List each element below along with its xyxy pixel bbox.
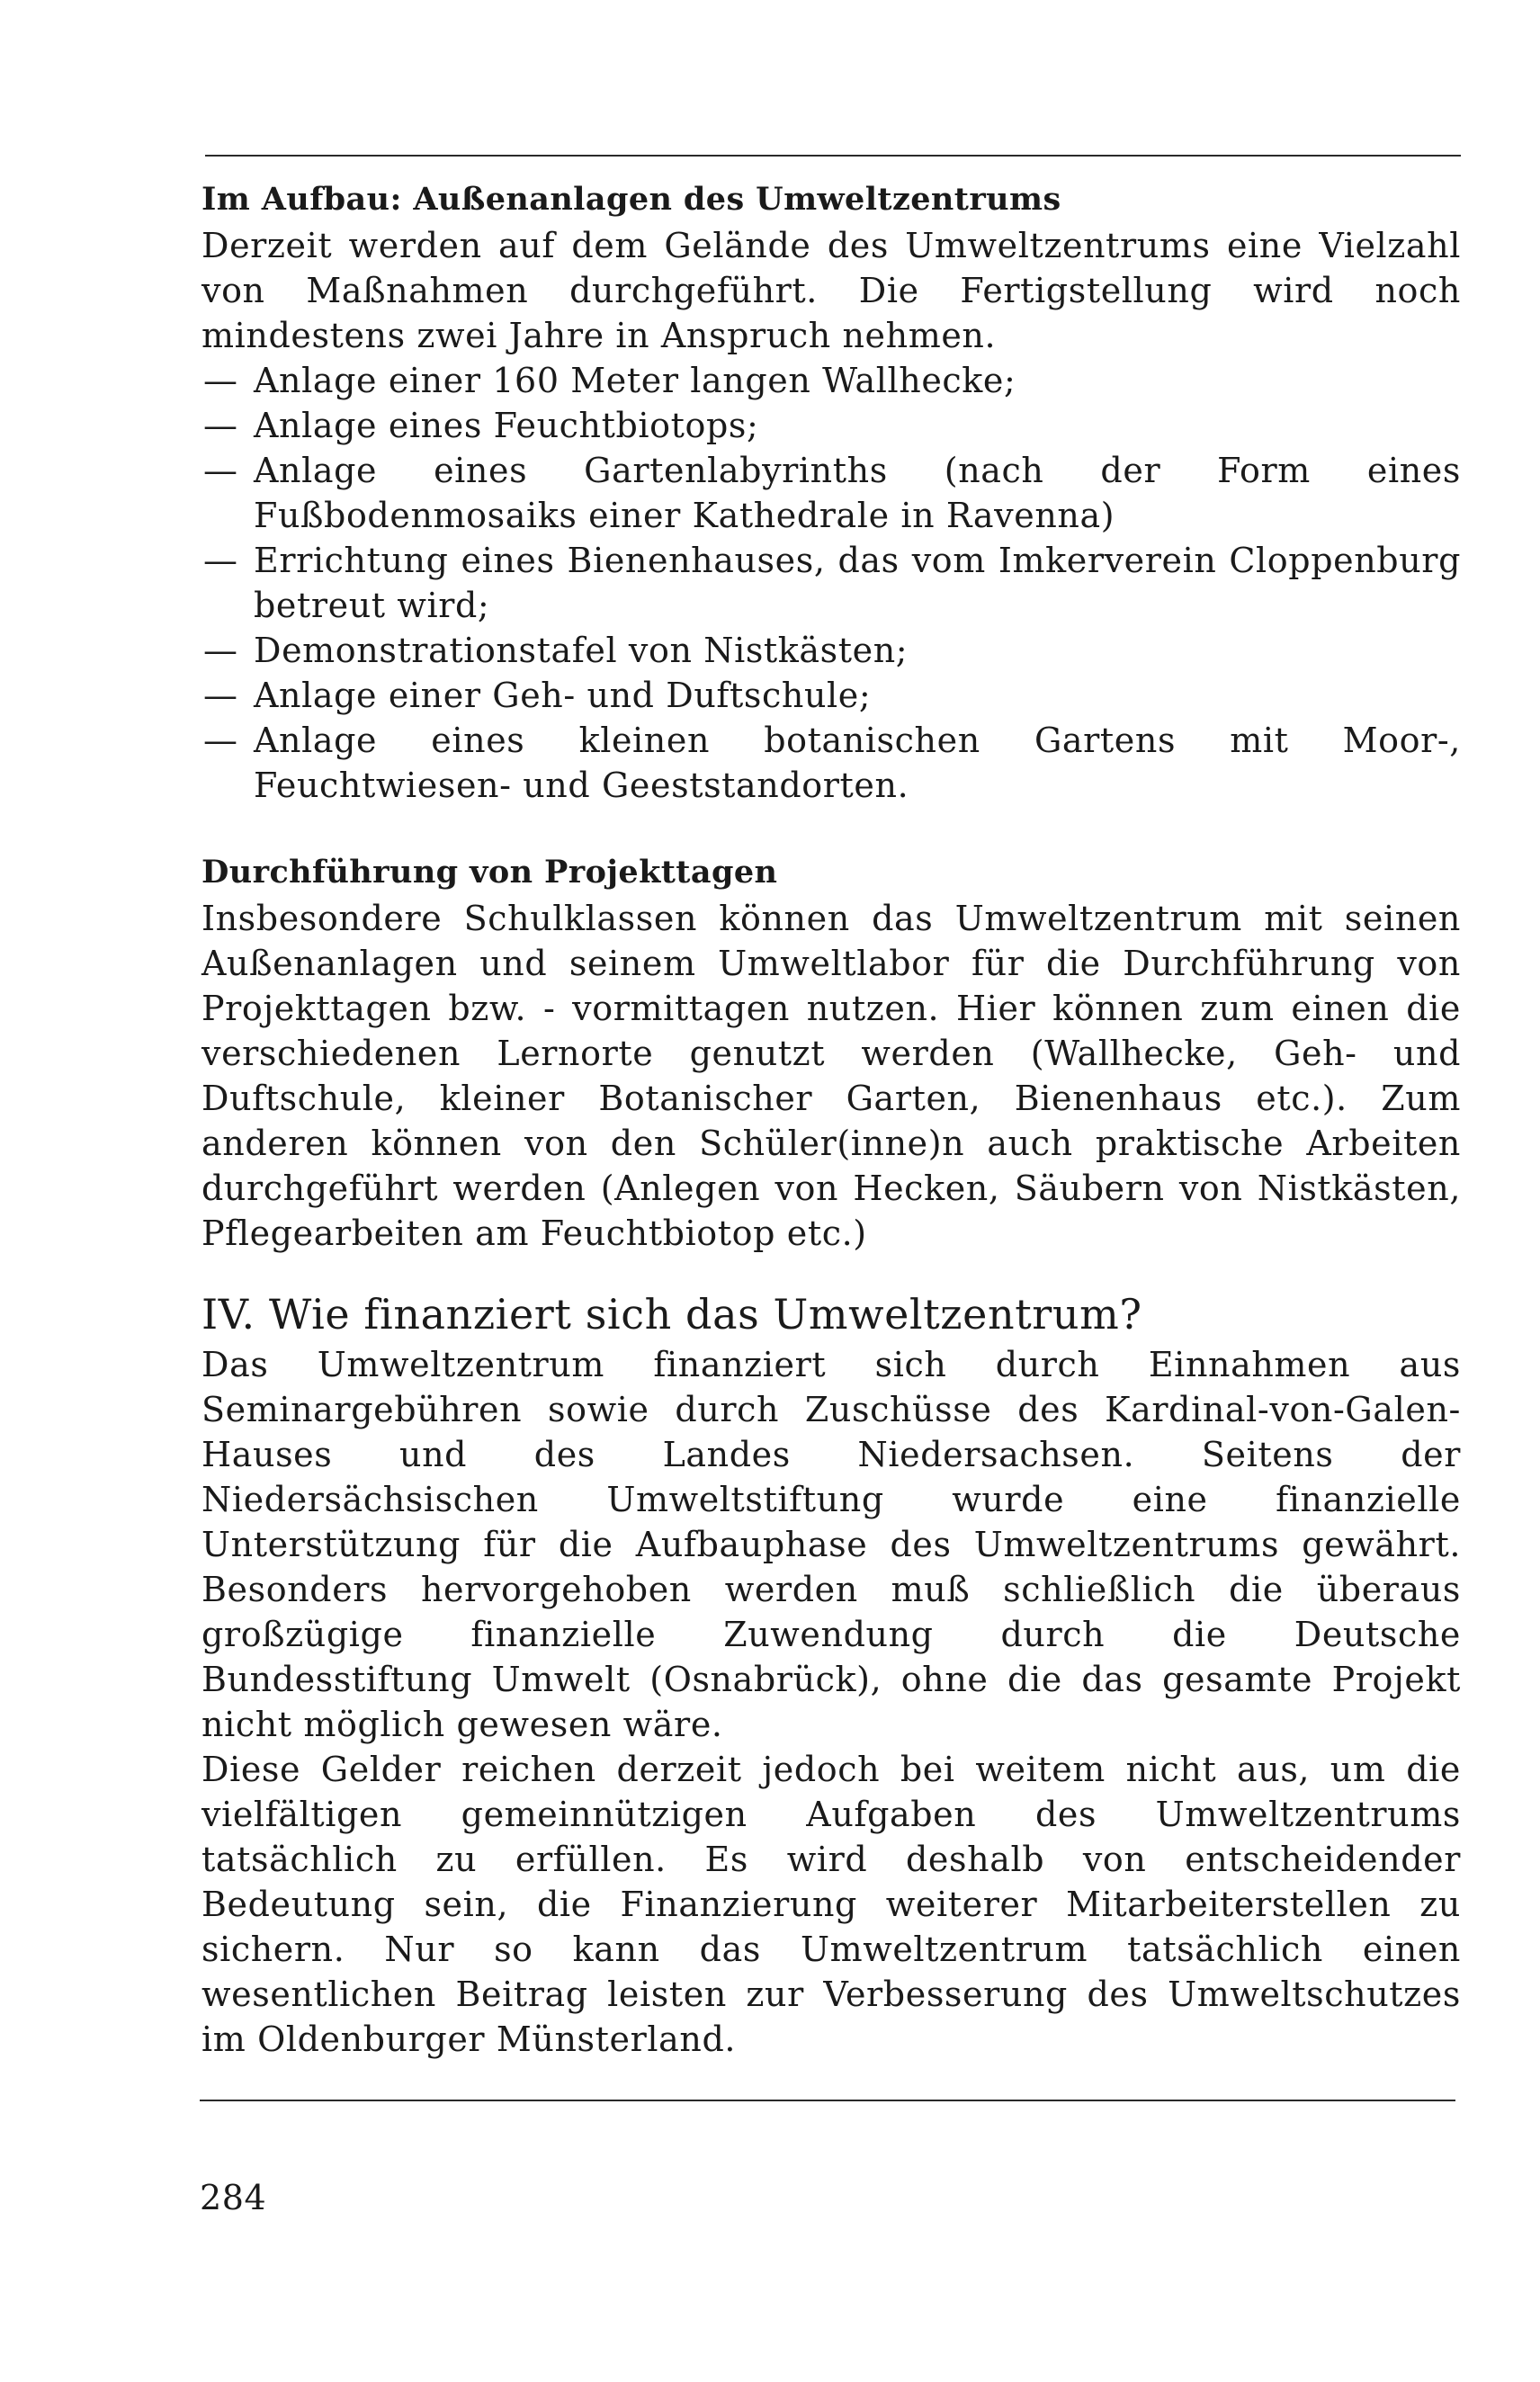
- list-item: [201, 358, 1461, 403]
- list-item-text: Errichtung eines Bienenhauses, das vom Imkerverein Cloppenburg betreut wird;: [254, 541, 1461, 625]
- dash-marker: —: [203, 406, 238, 445]
- dash-marker: —: [203, 631, 238, 670]
- list-item: [201, 448, 1461, 538]
- chapter-heading-finanzierung: IV. Wie finanziert sich das Umweltzentrum?: [201, 1290, 1142, 1339]
- section-spacer: [201, 808, 1461, 849]
- paragraph-finanzierung-2: Diese Gelder reichen derzeit jedoch bei weitem nicht aus, um die vielfältigen gemeinnützigen Aufgaben des Umweltzentrums tatsächlich zu erfüllen. Es wird deshalb von entscheidender Bedeutung sein, die Finanzierung weiterer Mitarbeiterstellen zu sichern. Nur so kann das Umweltzentrum tatsächlich einen wesentlichen Beitrag leisten zur Verbesserung des Umweltschutzes im Oldenburger Münsterland.: [201, 1750, 1461, 2059]
- page-content: [201, 176, 1461, 2062]
- list-item: [201, 403, 1461, 448]
- paragraph-finanzierung-1: Das Umweltzentrum finanziert sich durch Einnahmen aus Seminargebühren sowie durch Zuschüsse des Kardinal-von-Galen-Hauses und des Landes Niedersachsen. Seitens der Niedersächsischen Umweltstiftung wurde eine finanzielle Unterstützung für die Aufbauphase des Umweltzentrums gewährt. Besonders hervorgehoben werden muß schließlich die überaus großzügige finanzielle Zuwendung durch die Deutsche Bundesstiftung Umwelt (Osnabrück), ohne die das gesamte Projekt nicht möglich gewesen wäre.: [201, 1345, 1461, 1744]
- list-item-text: Demonstrationstafel von Nistkästen;: [254, 631, 909, 670]
- measures-list: [201, 358, 1461, 808]
- section-heading-projekttage: Durchführung von Projekttagen: [201, 854, 778, 891]
- list-item-text: Anlage einer Geh- und Duftschule;: [254, 676, 872, 715]
- dash-marker: —: [203, 541, 238, 580]
- section-intro-aufbau: Derzeit werden auf dem Gelände des Umweltzentrums eine Vielzahl von Maßnahmen durchgeführt. Die Fertigstellung wird noch mindestens zwei Jahre in Anspruch nehmen.: [201, 226, 1461, 355]
- section-spacer: [201, 1256, 1461, 1286]
- section-body-projekttage: Insbesondere Schulklassen können das Umweltzentrum mit seinen Außenanlagen und seinem Umweltlabor für die Durchführung von Projekttagen bzw. - vormittagen nutzen. Hier können zum einen die verschiedenen Lernorte genutzt werden (Wallhecke, Geh- und Duftschule, kleiner Botanischer Garten, Bienenhaus etc.). Zum anderen können von den Schüler(inne)n auch praktische Arbeiten durchgeführt werden (Anlegen von Hecken, Säubern von Nistkästen, Pflegearbeiten am Feuchtbiotop etc.): [201, 899, 1461, 1253]
- list-item-text: Anlage einer 160 Meter langen Wallhecke;: [254, 361, 1016, 400]
- list-item: [201, 538, 1461, 628]
- bottom-rule: [200, 2100, 1455, 2101]
- list-item: [201, 718, 1461, 808]
- dash-marker: —: [203, 721, 238, 760]
- list-item: [201, 628, 1461, 673]
- section-heading-aufbau: Im Aufbau: Außenanlagen des Umweltzentrums: [201, 181, 1061, 218]
- dash-marker: —: [203, 361, 238, 400]
- dash-marker: —: [203, 676, 238, 715]
- list-item-text: Anlage eines Gartenlabyrinths (nach der Form eines Fußbodenmosaiks einer Kathedrale in Ravenna): [254, 451, 1461, 535]
- list-item: [201, 673, 1461, 718]
- page-number: 284: [200, 2178, 267, 2217]
- dash-marker: —: [203, 451, 238, 490]
- top-rule: [205, 155, 1461, 157]
- list-item-text: Anlage eines Feuchtbiotops;: [254, 406, 759, 445]
- list-item-text: Anlage eines kleinen botanischen Gartens mit Moor-, Feuchtwiesen- und Geeststandorten.: [254, 721, 1461, 805]
